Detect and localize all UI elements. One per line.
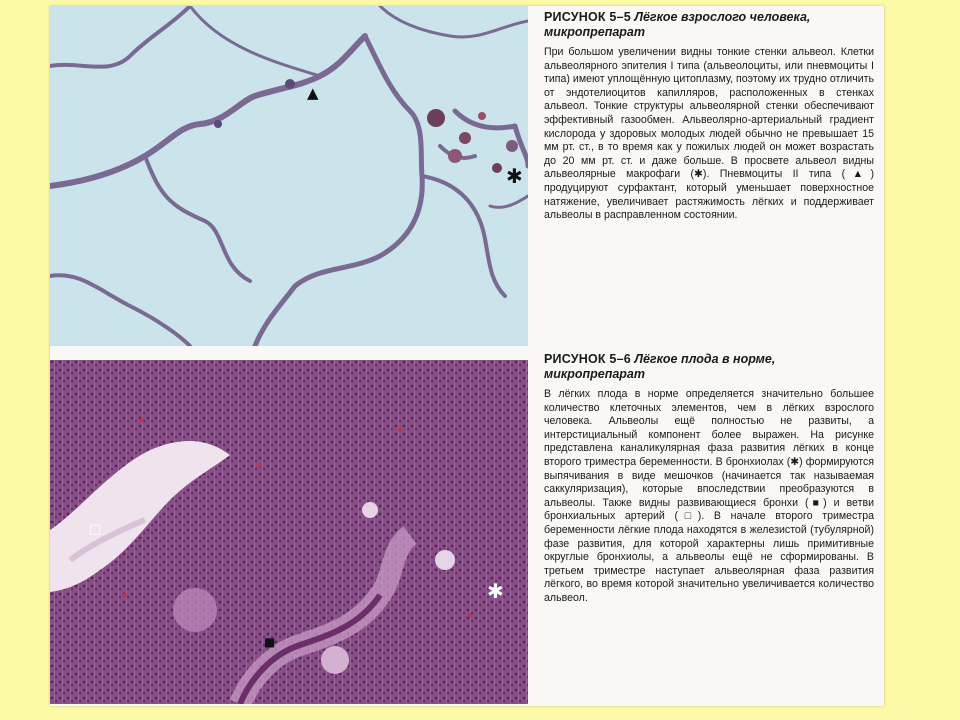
book-page [50,6,884,706]
caption-figure-5-5 [544,10,874,223]
developing-bronchus-marker: ■ [264,635,276,649]
adult-lung-micrograph [50,6,528,346]
figure-number: РИСУНОК 5–5 [544,10,631,24]
figure-name-line1: Лёгкое взрослого человека, [634,10,811,24]
figure-name-line1: Лёгкое плода в норме, [634,352,776,366]
caption-figure-5-6 [544,352,874,606]
figure-name-line2: микропрепарат [544,25,646,39]
adult-lung-image [50,6,528,346]
bronchiole-marker: ✱ [487,579,504,603]
figure-name-line2: микропрепарат [544,367,646,381]
figure-description: В лёгких плода в норме определяется значительно большее количество клеточных элементов, чем в лёгких взрослого человека. Альвеолы ещё полностью не развиты, а интерстициальный компонент более выражен. На рисунке представлена каналикулярная фаза развития лёгких в конце второго триместра беременности. В бронхиолах (✱) формируются выпячивания в виде мешочков (начинается так называемая саккуляризация), которые впоследствии преобразуются в альвеолы. Также видны развивающиеся бронхи (■) и ветви бронхиальных артерий (□). В начале второго триместра беременности лёгкие плода находятся в железистой (тубулярной) фазе развития, для которой характерны лишь примитивные округлые бронхиолы, а альвеолы ещё не сформированы. В третьем триместре наступает альвеолярная фаза развития лёгкого, во время которой значительно увеличивается количество альвеол. [544,388,874,604]
bronchial-artery-marker: □ [89,522,102,537]
type-ii-pneumocyte-marker: ▲ [307,84,319,102]
figure-title [544,10,874,40]
fetal-lung-micrograph [50,360,528,704]
fetal-lung-image [50,360,528,704]
figure-number: РИСУНОК 5–6 [544,352,631,366]
macrophage-marker: ✱ [506,164,523,188]
figure-title [544,352,874,382]
figure-description: При большом увеличении видны тонкие стенки альвеол. Клетки альвеолярного эпителия I типа (альвеолоциты, или пневмоциты I типа) имеют уплощённую цитоплазму, поэтому их трудно отличить от эндотелиоцитов капилляров, расположенных в стенках альвеол. Тонкие структуры альвеолярной стенки обеспечивают эффективный газообмен. Альвеолярно-артериальный градиент кислорода у здоровых молодых людей обычно не превышает 15 мм рт. ст., в то время как у пожилых людей он может возрастать до 20 мм рт. ст. и даже больше. В просвете альвеол видны альвеолярные макрофаги (✱). Пневмоциты II типа (▲) продуцируют сурфактант, который уменьшает поверхностное натяжение, увеличивает растяжимость лёгких и поддерживает альвеолы в расправленном состоянии. [544,46,874,222]
